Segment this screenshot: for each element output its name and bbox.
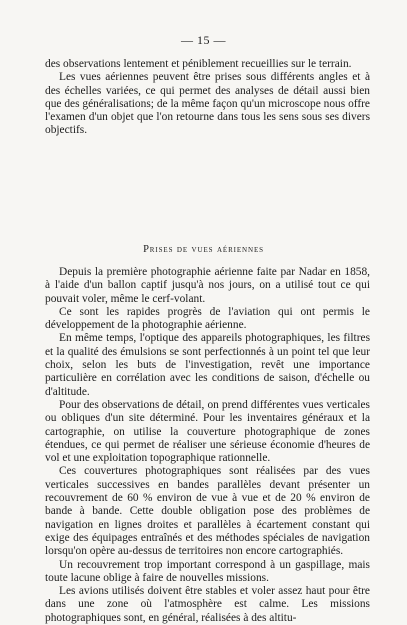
section-paragraph-4: Pour des observations de détail, on prend différentes vues verticales ou obliques d'un site déterminé. Pour les inventaires généraux et la cartographie, on utilise la couverture photographique de zones étendues, ce qui permet de réaliser une sérieuse économie d'heures de vol et une exploitation topographique rationnelle. (45, 398, 370, 465)
section-paragraph-3: En même temps, l'optique des appareils photographiques, les filtres et la qualité des émulsions se sont perfectionnés à un point tel que leur choix, selon les buts de l'investigation, revêt une importance particulière en corrélation avec les conditions de saison, d'échelle ou d'altitude. (45, 332, 370, 398)
intro-paragraph-1: des observations lentement et péniblement recueillies sur le terrain. (45, 58, 352, 70)
section-paragraph-7: Les avions utilisés doivent être stables et voler assez haut pour être dans une zone où l'atmosphère est calme. Les missions photographiques sont, en général, réalisées à des altitu- (45, 585, 370, 624)
section-heading: Prises de vues aériennes (143, 244, 264, 255)
section-paragraph-5: Ces couvertures photographiques sont réalisées par des vues verticales successives en bandes parallèles devant présenter un recouvrement de 60 % environ de vue à vue et de 20 % environ de bande à bande. Cette double obligation pose des problèmes de navigation en lignes droites et parallèles à écartement constant qui exige des équipages entraînés et des méthodes spéciales de navigation lorsqu'on opère au-dessus de territoires non encore cartographiés. (45, 465, 370, 558)
section-paragraph-1: Depuis la première photographie aérienne faite par Nadar en 1858, à l'aide d'un ballon captif jusqu'à nos jours, on a utilisé tout ce qui pouvait voler, même le cerf-volant. (45, 266, 370, 305)
section-paragraph-2: Ce sont les rapides progrès de l'aviation qui ont permis le développement de la photographie aérienne. (45, 305, 370, 332)
page-number: — 15 — (181, 33, 226, 47)
section-body (45, 266, 370, 625)
intro-paragraph-2: Les vues aériennes peuvent être prises sous différents angles et à des échelles variées, ce qui permet des analyses de détail aussi bien que des généralisations; de la même façon qu'un microscope nous offre l'examen d'un objet que l'on retourne dans tous les sens sous ses divers objectifs. (45, 71, 370, 137)
intro-text (45, 58, 370, 138)
section-paragraph-6: Un recouvrement trop important correspond à un gaspillage, mais toute lacune oblige à faire de nouvelles missions. (45, 558, 370, 584)
